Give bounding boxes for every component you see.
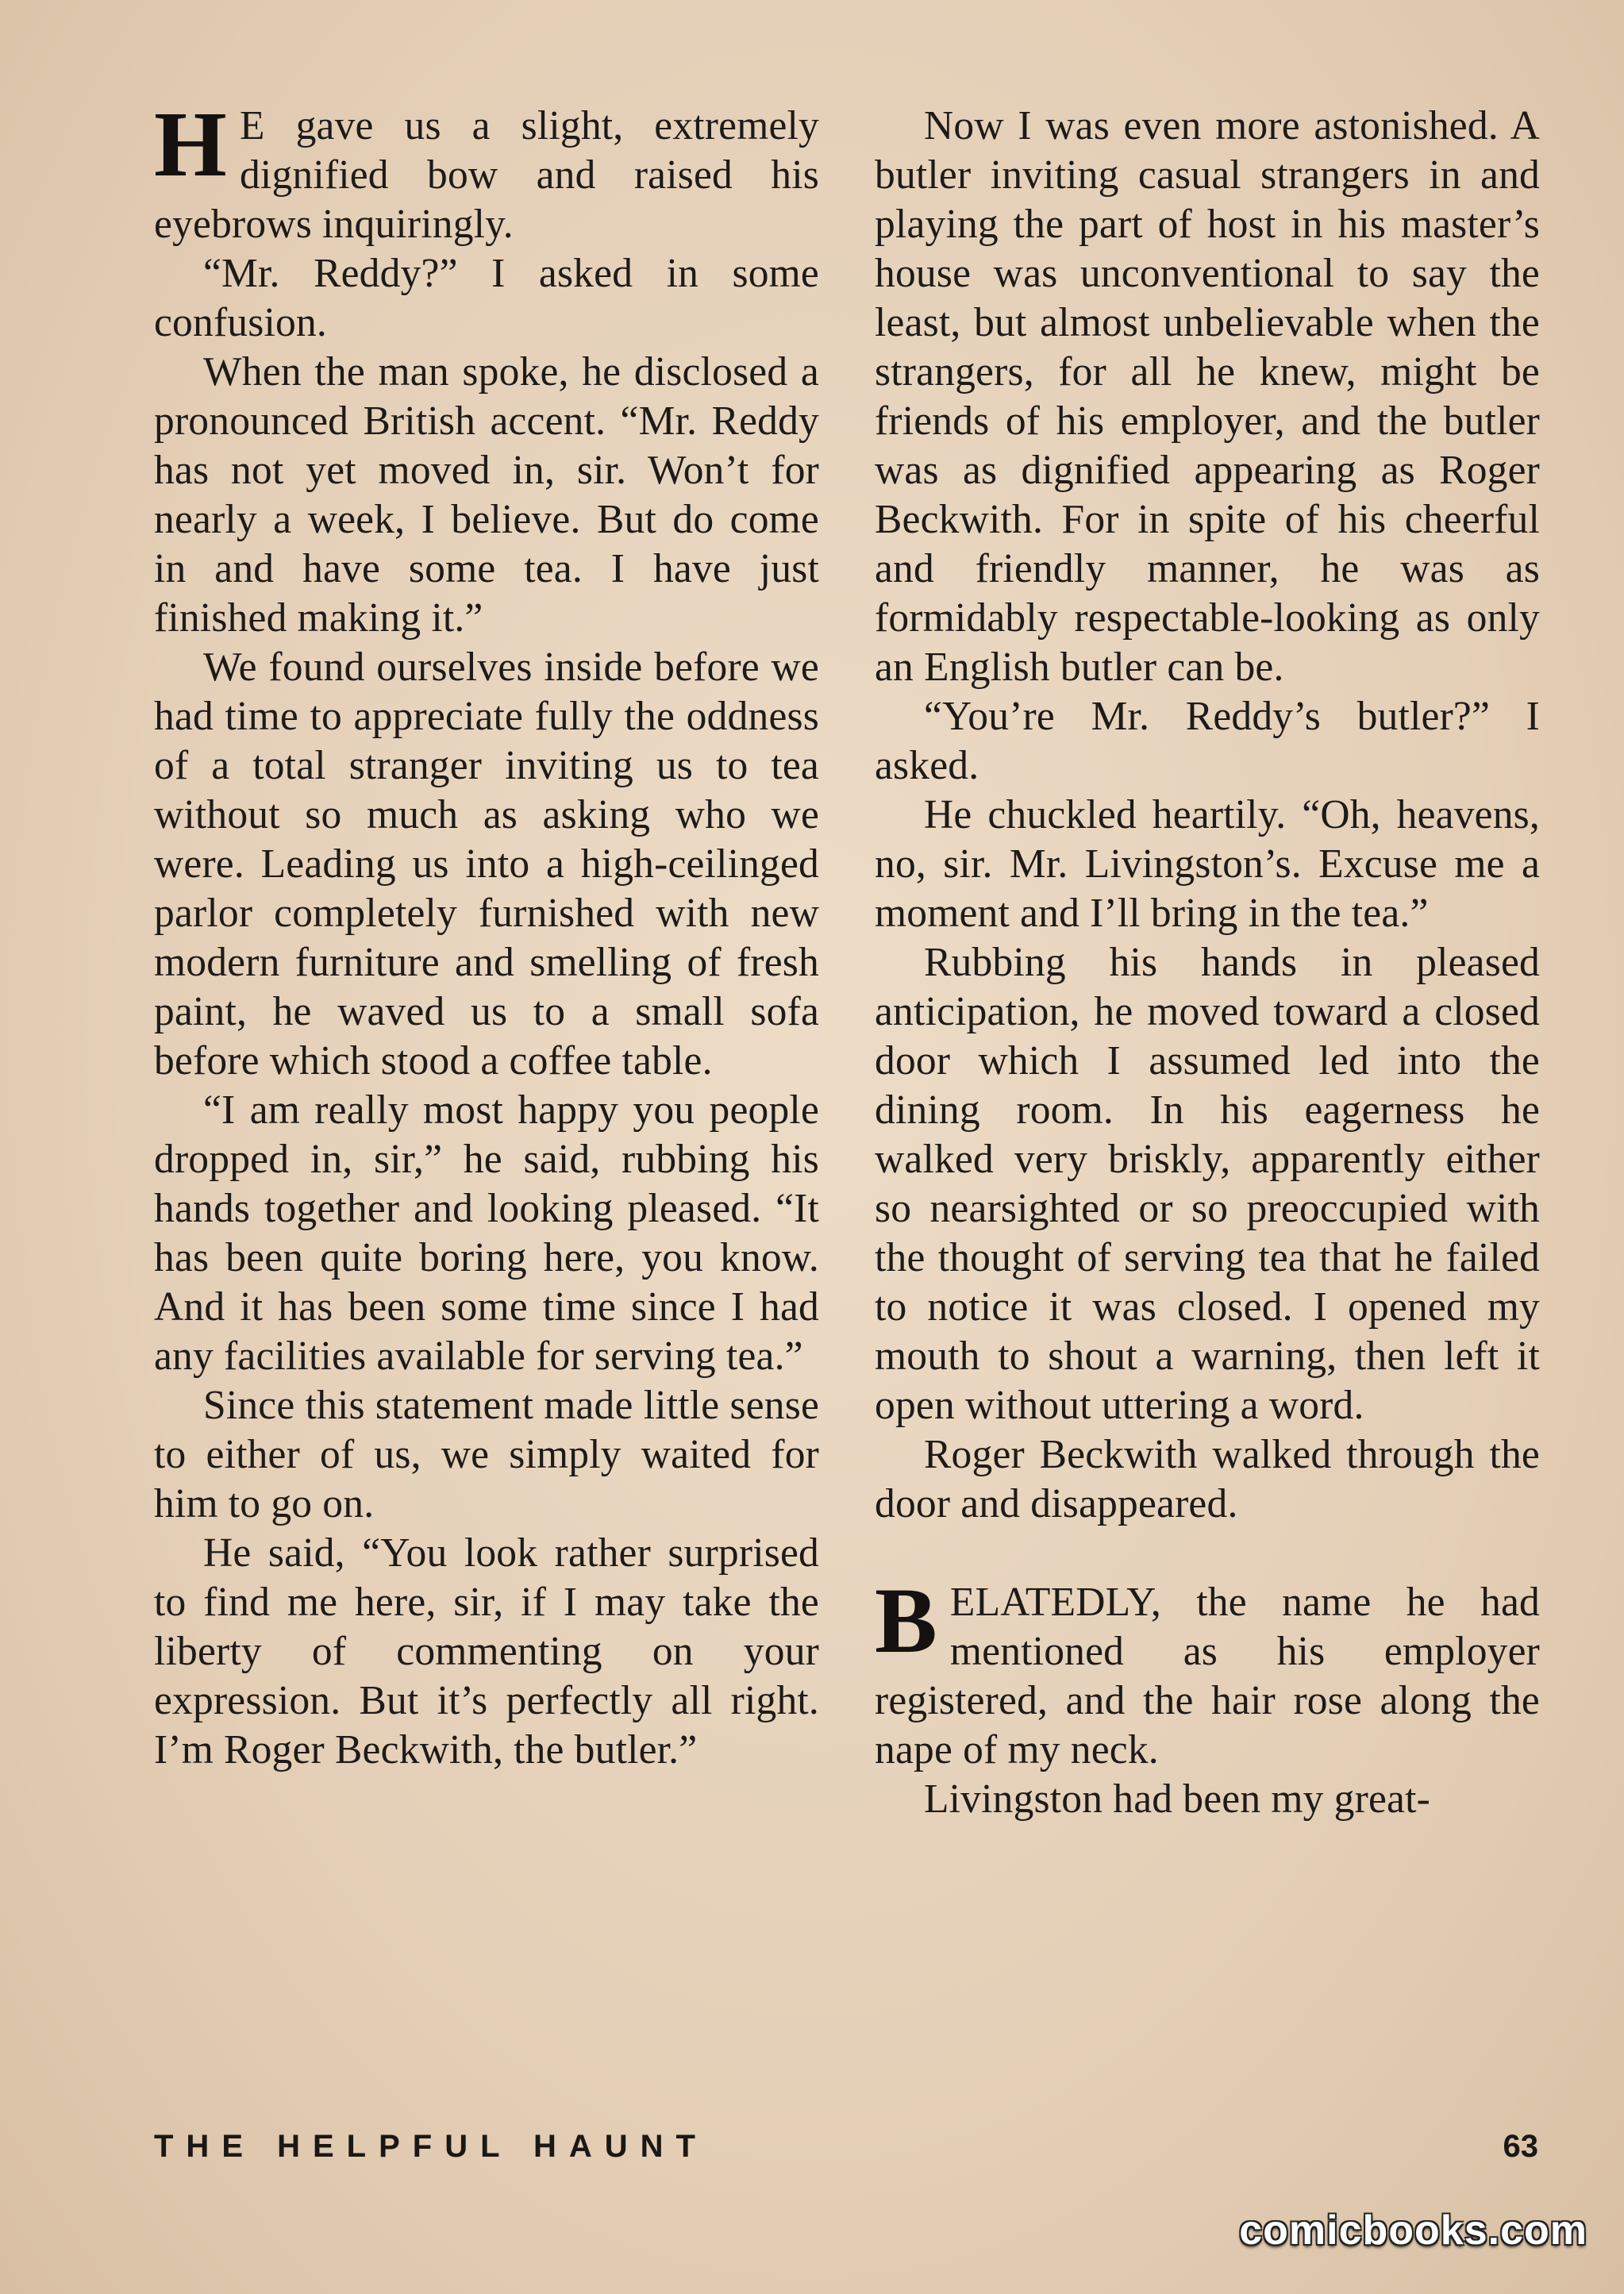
running-title: THE HELPFUL HAUNT	[154, 2129, 708, 2164]
paragraph: Now I was even more astonished. A butler inviting casual strangers in and playing the part of host in his master’s house was unconventional to say the least, but almost unbelievable when the strangers, for all he knew, might be friends of his employer, and the butler was as dignified appearing as Roger Beckwith. For in spite of his cheerful and friendly manner, he was as formidably respectable-looking as only an English butler can be.	[875, 103, 1540, 690]
paragraph: Roger Beckwith walked through the door and disappeared.	[875, 1432, 1540, 1526]
paragraph: When the man spoke, he disclosed a pronounced British accent. “Mr. Reddy has not yet moved in, sir. Won’t for nearly a week, I believe. But do come in and have some tea. I have just finished making it.”	[154, 349, 819, 641]
paragraph	[154, 92, 819, 249]
paragraph: He said, “You look rather surprised to find me here, sir, if I may take the liberty of commenting on your expression. But it’s perfectly all right. I’m Roger Beckwith, the butler.”	[154, 1530, 819, 1772]
paragraph: “I am really most happy you people dropped in, sir,” he said, rubbing his hands together and looking pleased. “It has been quite boring here, you know. And it has been some time since I had any facilities available for serving tea.”	[154, 1087, 819, 1379]
page-number: 63	[1503, 2129, 1538, 2164]
paragraph	[875, 1568, 1540, 1775]
drop-cap: H	[154, 92, 227, 196]
watermark: comicbooks.com	[1239, 2207, 1587, 2254]
right-column	[875, 102, 1540, 1824]
paragraph: He chuckled heartily. “Oh, heavens, no, sir. Mr. Livingston’s. Excuse me a moment and I’ll bring in the tea.”	[875, 792, 1540, 936]
paragraph: “Mr. Reddy?” I asked in some confusion.	[154, 251, 819, 345]
paragraph-text: ELATEDLY, the name he had mentioned as his employer registered, and the hair rose along the nape of my neck.	[875, 1580, 1540, 1772]
paragraph: Rubbing his hands in pleased anticipation, he moved toward a closed door which I assumed led into the dining room. In his eagerness he walked very briskly, apparently either so nearsighted or so preoccupied with the thought of serving tea that he failed to notice it was closed. I opened my mouth to shout a warning, then left it open without uttering a word.	[875, 940, 1540, 1428]
left-column	[154, 92, 819, 1775]
page-footer	[154, 2129, 1538, 2173]
paragraph: “You’re Mr. Reddy’s butler?” I asked.	[875, 694, 1540, 788]
paragraph: We found ourselves inside before we had time to appreciate fully the oddness of a total stranger inviting us to tea without so much as asking who we were. Leading us into a high-ceilinged parlor completely furnished with new modern furniture and smelling of fresh paint, he waved us to a small sofa before which stood a coffee table.	[154, 645, 819, 1083]
paragraph-text: E gave us a slight, extremely dignified bow and raised his eyebrows inquiringly.	[154, 103, 819, 247]
paragraph: Since this statement made little sense to either of us, we simply waited for him to go on.	[154, 1383, 819, 1526]
drop-cap: B	[875, 1568, 937, 1672]
paragraph: Livingston had been my great-	[924, 1776, 1430, 1822]
